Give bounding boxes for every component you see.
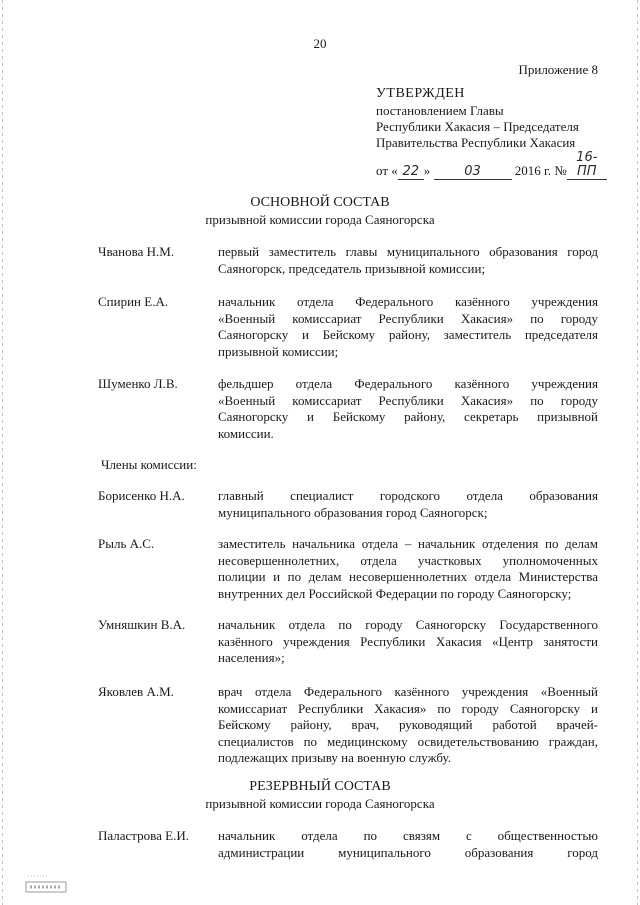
- approval-heading: УТВЕРЖДЕН: [376, 86, 465, 101]
- role-line: полиции и по делам несовершеннолетних отдела Министерства: [218, 569, 598, 584]
- main-section-heading: [0, 194, 640, 228]
- member-role: [218, 376, 598, 442]
- role-line: Саяногорску и Бейскому району, секретарь призывной: [218, 409, 598, 424]
- role-line: Саяногорск, председатель призывной комиссии;: [218, 260, 486, 276]
- approval-line: постановлением Главы: [376, 103, 504, 118]
- role-line: начальник отдела Федерального казённого учреждения: [218, 294, 598, 309]
- member-name: Умняшкин В.А.: [98, 617, 186, 632]
- role-line: «Военный комиссариат Республики Хакасия» по городу: [218, 392, 598, 408]
- member-name: Яковлев А.М.: [98, 684, 174, 699]
- approval-line: Правительства Республики Хакасия: [376, 135, 576, 150]
- role-line: подлежащих призыву на военную службу.: [218, 750, 451, 765]
- role-line: специалистов по медицинскому освидетельствованию граждан,: [218, 733, 598, 749]
- role-line: главный специалист городского отдела образования: [218, 488, 598, 503]
- date-mid: »: [423, 163, 431, 178]
- member-role: [218, 488, 598, 521]
- role-line: врач отдела Федерального казённого учреждения «Военный: [218, 684, 598, 699]
- role-line: комиссии.: [218, 425, 274, 441]
- role-line: Бейскому району, врач, руководящий работой врачей-: [218, 717, 598, 732]
- members-label: Члены комиссии:: [101, 457, 197, 472]
- role-line: фельдшер отдела Федерального казённого учреждения: [218, 376, 598, 391]
- role-line: начальник отдела по городу Саяногорску Государственного: [218, 617, 598, 632]
- role-line: населения»;: [218, 650, 285, 665]
- handwritten-number: 16-ПП: [567, 151, 607, 180]
- role-line: Саяногорску и Бейскому району, заместитель председателя: [218, 327, 598, 342]
- role-line: призывной комиссии;: [218, 343, 339, 359]
- member-role: [218, 294, 598, 360]
- date-prefix: от «: [376, 163, 398, 178]
- role-line: несовершеннолетних, отдела участковых уполномоченных: [218, 552, 598, 568]
- scan-edge-right: [637, 0, 638, 905]
- role-line: муниципального образования город Саяногорск;: [218, 504, 488, 520]
- member-name: Паластрова Е.И.: [98, 828, 189, 843]
- member-name: Борисенко Н.А.: [98, 488, 185, 503]
- handwritten-day: 22: [398, 165, 424, 180]
- main-section-subtitle: призывной комиссии города Саяногорска: [205, 212, 435, 227]
- member-role: [218, 617, 598, 667]
- scan-edge-left: [2, 0, 3, 905]
- role-line: администрации муниципального образования город: [218, 844, 598, 860]
- member-role: [218, 828, 598, 861]
- main-section-title: ОСНОВНОЙ СОСТАВ: [250, 195, 390, 210]
- appendix-label: Приложение 8: [518, 62, 598, 77]
- member-name: Чванова Н.М.: [98, 244, 175, 259]
- handwritten-month: 03: [434, 165, 512, 180]
- role-line: «Военный комиссариат Республики Хакасия» по городу: [218, 310, 598, 326]
- approval-line: Республики Хакасия – Председателя: [376, 119, 579, 134]
- page-number: 20: [313, 36, 327, 51]
- member-name: Шуменко Л.В.: [98, 376, 178, 391]
- member-name: Спирин Е.А.: [98, 294, 169, 309]
- role-line: внутренних дел Российской Федерации по городу Саяногорску;: [218, 585, 572, 601]
- member-name: Рыль А.С.: [98, 536, 155, 551]
- role-line: комиссариат Республики Хакасия» по городу Саяногорску и: [218, 700, 598, 716]
- member-role: [218, 684, 598, 767]
- role-line: заместитель начальника отдела – начальник отделения по делам: [218, 536, 598, 551]
- role-line: казённого учреждения Республики Хакасия «Центр занятости: [218, 633, 598, 649]
- scan-stamp-mark: [4, 870, 86, 896]
- member-role: [218, 244, 598, 277]
- reserve-section-subtitle: призывной комиссии города Саяногорска: [205, 796, 435, 811]
- reserve-section-title: РЕЗЕРВНЫЙ СОСТАВ: [249, 779, 391, 794]
- role-line: начальник отдела по связям с общественностью: [218, 828, 598, 843]
- reserve-section-heading: [0, 778, 640, 812]
- approval-block: [376, 86, 607, 180]
- year-text: 2016 г. №: [514, 163, 567, 178]
- member-role: [218, 536, 598, 602]
- approval-date-line: [376, 151, 607, 180]
- role-line: первый заместитель главы муниципального образования город: [218, 244, 598, 259]
